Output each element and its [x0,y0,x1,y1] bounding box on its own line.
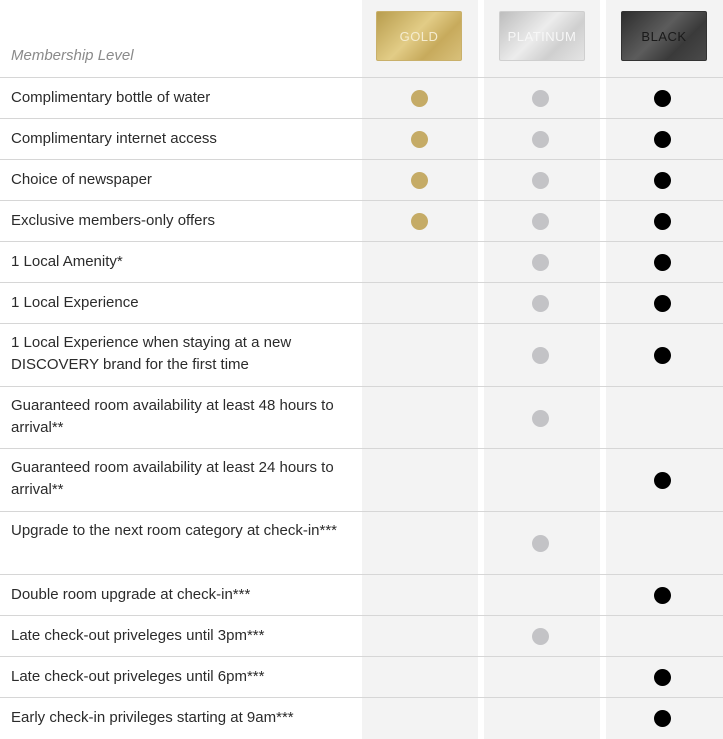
gold-included-dot-icon [411,172,428,189]
table-row [0,615,723,656]
platinum-included-dot-icon [532,535,549,552]
black-included-dot-icon [654,472,671,489]
table-row [0,77,723,118]
table-row [0,656,723,697]
benefit-label: Complimentary internet access [11,130,217,147]
table-row [0,200,723,241]
black-included-dot-icon [654,295,671,312]
table-row [0,159,723,200]
benefits-table [0,77,723,738]
benefit-label: Complimentary bottle of water [11,89,211,106]
membership-level-label: Membership Level [11,47,134,64]
table-row [0,697,723,738]
platinum-included-dot-icon [532,172,549,189]
table-row [0,386,723,448]
platinum-included-dot-icon [532,410,549,427]
table-row [0,323,723,386]
platinum-included-dot-icon [532,254,549,271]
platinum-included-dot-icon [532,347,549,364]
black-included-dot-icon [654,587,671,604]
platinum-included-dot-icon [532,628,549,645]
benefit-label: Late check-out priveleges until 6pm*** [11,668,265,685]
gold-card-label: GOLD [399,28,439,44]
black-included-dot-icon [654,347,671,364]
black-included-dot-icon [654,213,671,230]
black-card-label: BLACK [641,28,687,44]
benefit-label: Exclusive members-only offers [11,212,215,229]
table-row [0,448,723,511]
benefit-label: Early check-in privileges starting at 9am*** [11,709,294,726]
benefit-label: 1 Local Experience when staying at a new DISCOVERY brand for the first time [11,334,292,373]
table-row [0,118,723,159]
table-row [0,574,723,615]
platinum-included-dot-icon [532,90,549,107]
table-row [0,511,723,574]
gold-included-dot-icon [411,90,428,107]
black-included-dot-icon [654,669,671,686]
platinum-included-dot-icon [532,131,549,148]
platinum-included-dot-icon [532,295,549,312]
gold-included-dot-icon [411,213,428,230]
platinum-card-label: PLATINUM [507,28,577,44]
benefit-label: 1 Local Amenity* [11,253,123,270]
benefit-label: Choice of newspaper [11,171,152,188]
benefit-label: Upgrade to the next room category at check-in*** [11,522,338,539]
table-row [0,241,723,282]
black-card [621,11,707,61]
benefit-label: Late check-out priveleges until 3pm*** [11,627,265,644]
black-included-dot-icon [654,710,671,727]
black-included-dot-icon [654,254,671,271]
benefit-label: 1 Local Experience [11,294,139,311]
gold-included-dot-icon [411,131,428,148]
benefit-label: Guaranteed room availability at least 48 hours to arrival** [11,397,334,436]
black-included-dot-icon [654,172,671,189]
black-included-dot-icon [654,131,671,148]
gold-card [376,11,462,61]
benefit-label: Guaranteed room availability at least 24 hours to arrival** [11,459,334,498]
platinum-card [499,11,585,61]
platinum-included-dot-icon [532,213,549,230]
table-row [0,282,723,323]
table-header [0,0,723,77]
black-included-dot-icon [654,90,671,107]
benefit-label: Double room upgrade at check-in*** [11,586,251,603]
